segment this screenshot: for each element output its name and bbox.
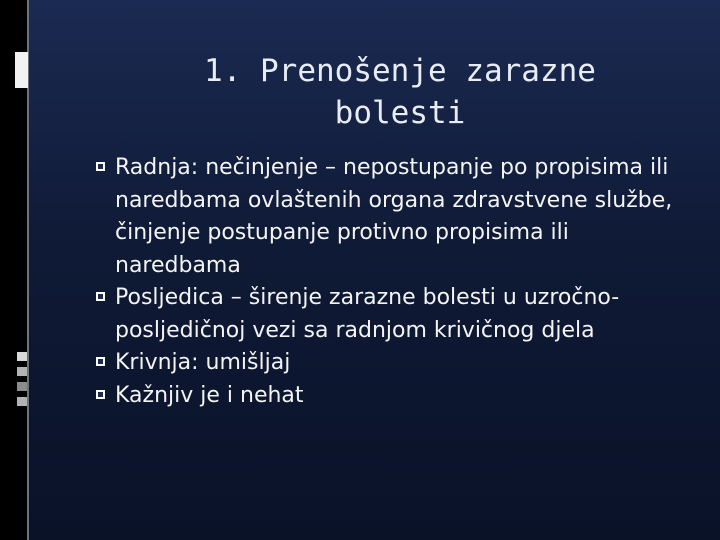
bullet-text: Radnja: nečinjenje – nepostupanje po propisima ili naredbama ovlaštenih organa zdravstvene službe, činjenje postupanje protivno propisima ili naredbama	[115, 155, 673, 278]
side-mark	[17, 397, 27, 406]
side-accent-marks	[17, 352, 27, 412]
bullet-item	[95, 380, 695, 413]
square-bullet-icon	[95, 389, 106, 400]
slide-title	[120, 50, 680, 134]
bullet-text: Kažnjiv je i nehat	[115, 382, 304, 408]
square-bullet-icon	[95, 291, 106, 302]
square-bullet-icon	[95, 161, 106, 172]
slide-title-line1: 1. Prenošenje zarazne	[204, 53, 596, 89]
bullet-item	[95, 282, 695, 347]
side-mark	[17, 352, 27, 361]
side-mark	[17, 367, 27, 376]
slide-title-line2: bolesti	[334, 95, 466, 131]
bullet-item	[95, 347, 695, 380]
bullet-text: Krivnja: umišljaj	[115, 350, 291, 375]
bullet-list	[95, 152, 695, 412]
side-mark	[17, 382, 27, 391]
bullet-text: Posljedica – širenje zarazne bolesti u uzročno-posljedičnoj vezi sa radnjom krivičnog djela	[115, 285, 620, 343]
square-bullet-icon	[95, 356, 106, 367]
bullet-item	[95, 152, 695, 282]
title-accent-block	[15, 52, 28, 88]
